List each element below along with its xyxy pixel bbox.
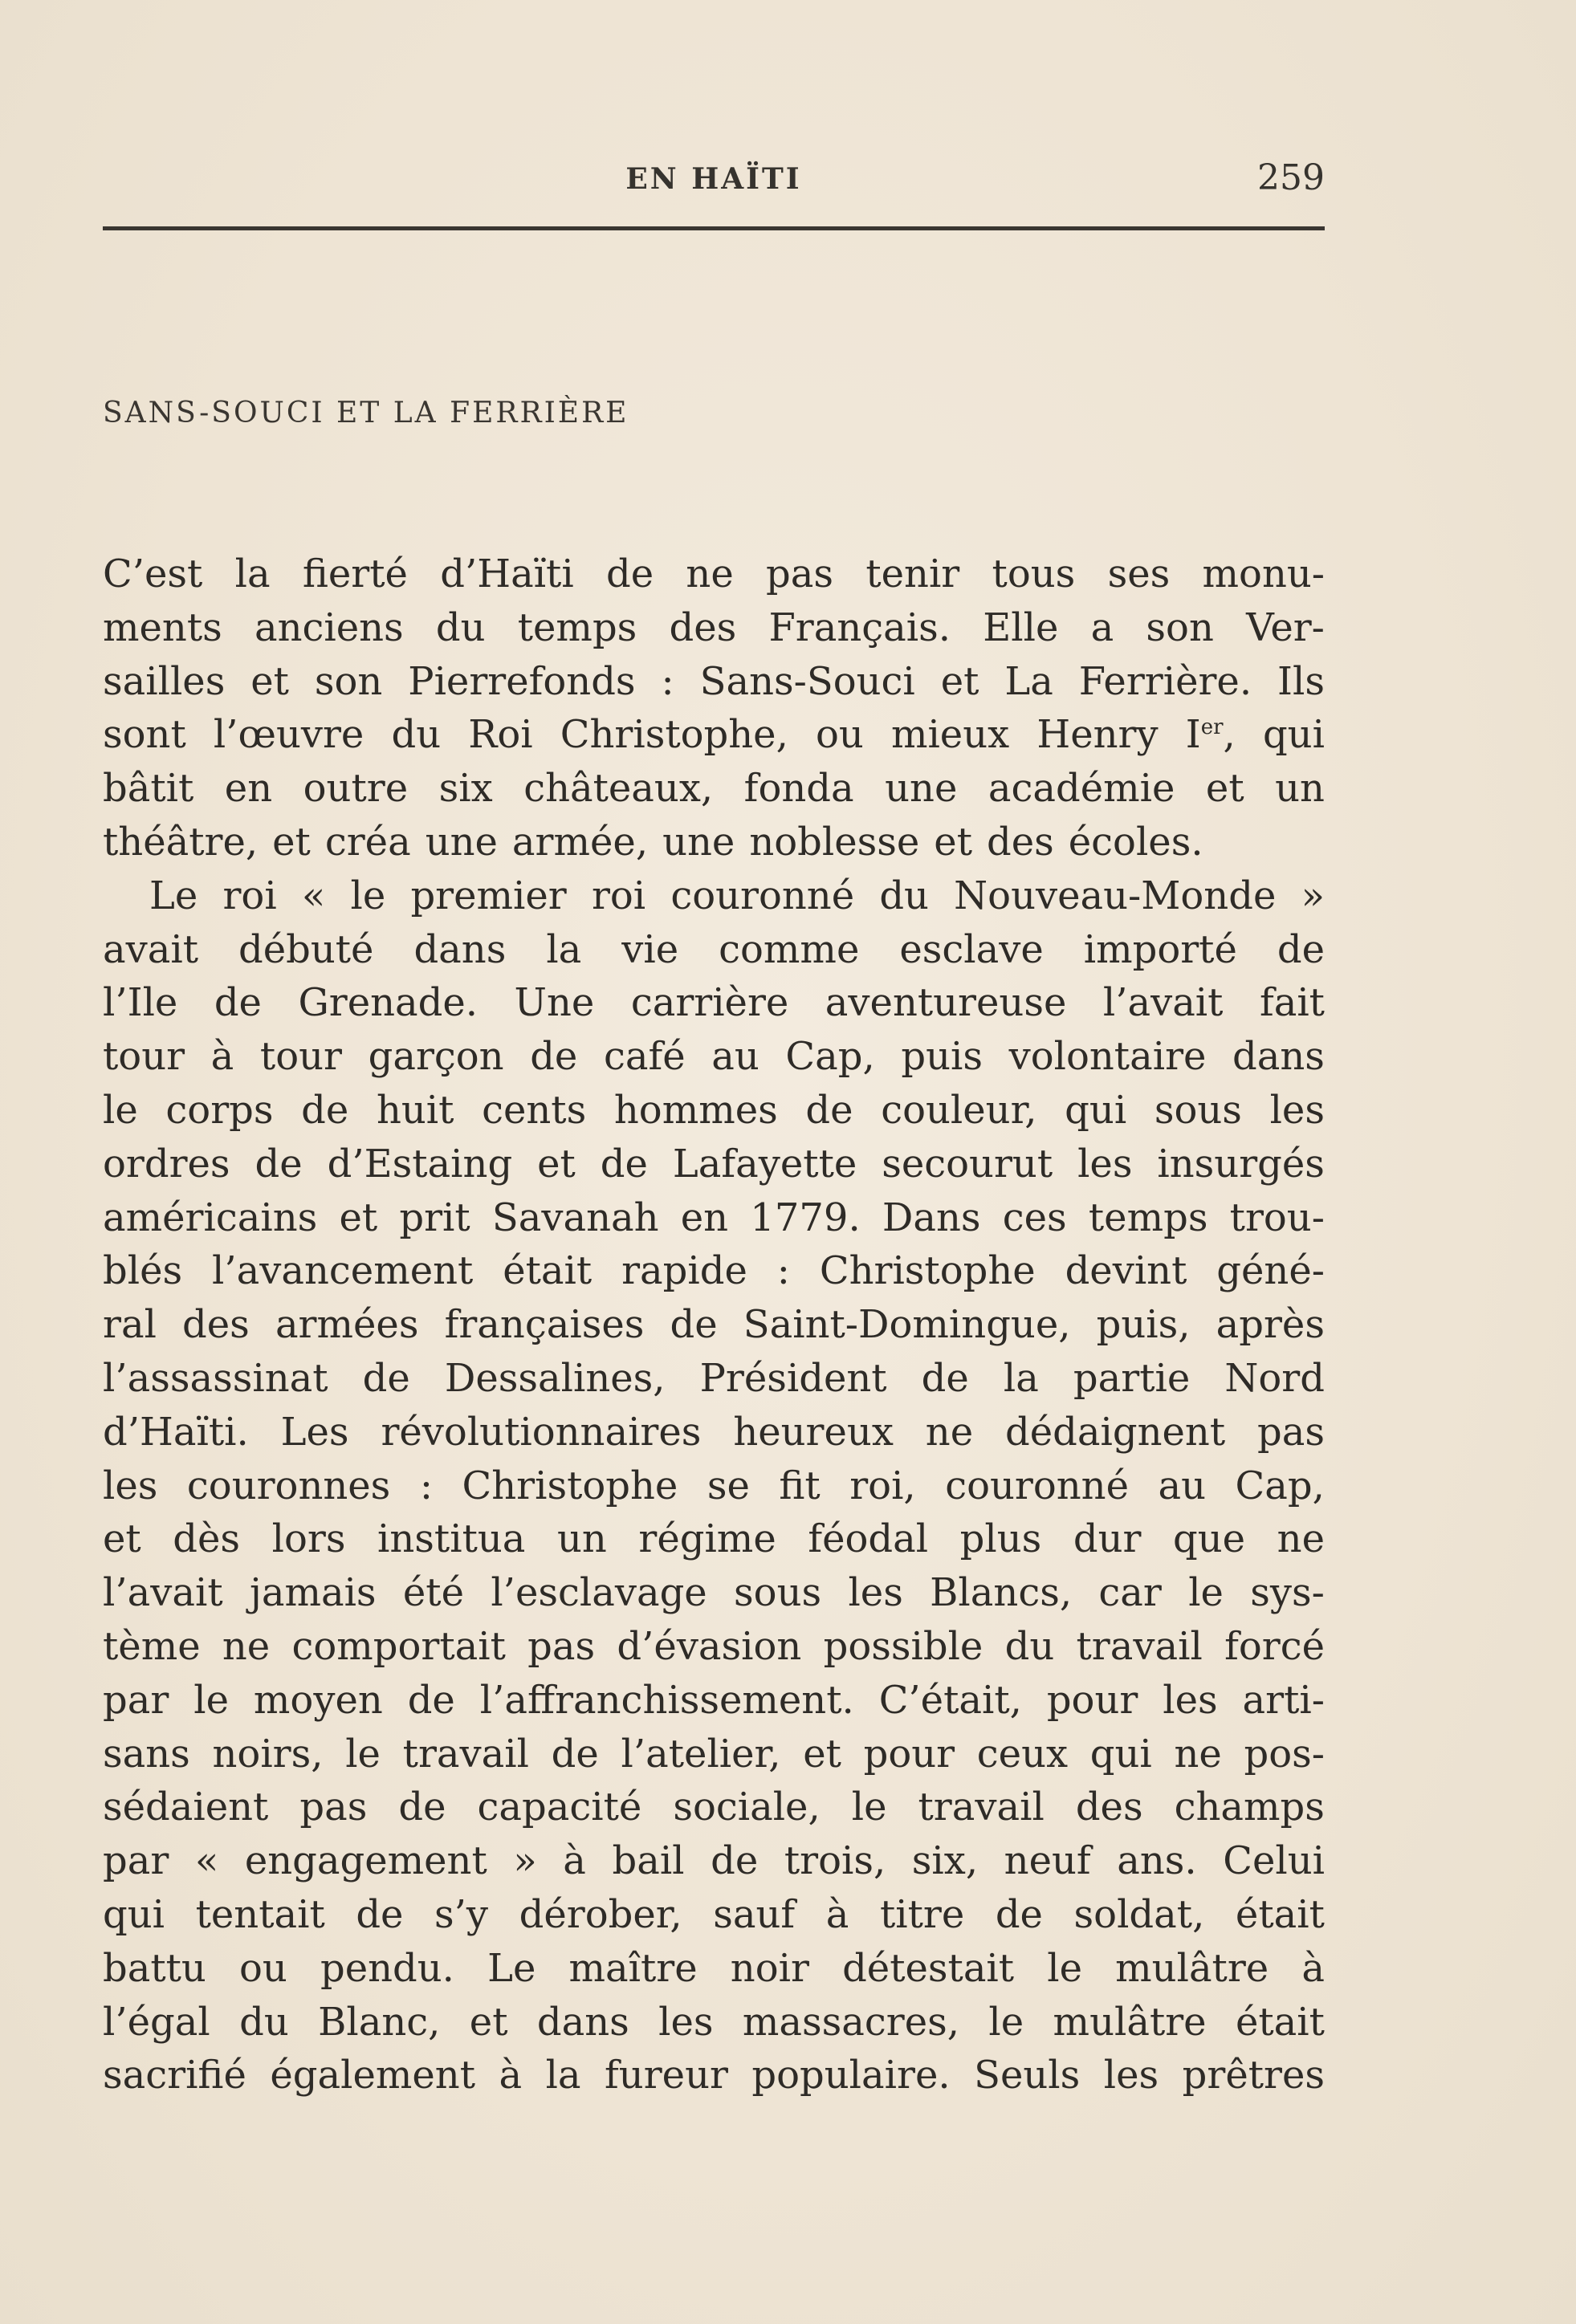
text-line: théâtre, et créa une armée, une noblesse et des écoles. — [103, 819, 1203, 865]
page-number: 259 — [1257, 157, 1325, 198]
section-title: SANS-SOUCI ET LA FERRIÈRE — [103, 397, 629, 429]
text-line: sans noirs, le travail de l’atelier, et pour ceux qui ne pos- — [103, 1731, 1325, 1777]
text-line: tour à tour garçon de café au Cap, puis volontaire dans — [103, 1034, 1325, 1080]
running-title: EN HAÏTI — [625, 162, 802, 196]
text-line: par « engagement » à bail de trois, six, neuf ans. Celui — [103, 1838, 1325, 1884]
text-line: américains et prit Savanah en 1779. Dans ces temps trou- — [103, 1195, 1325, 1240]
text-line: ral des armées françaises de Saint-Domingue, puis, après — [103, 1302, 1325, 1348]
text-line: tème ne comportait pas d’évasion possible du travail forcé — [103, 1623, 1325, 1669]
header-rule — [103, 226, 1325, 230]
text-line: sacrifié également à la fureur populaire. Seuls les prêtres — [103, 2053, 1325, 2098]
text-line: sont l’œuvre du Roi Christophe, ou mieux Henry Ier, qui — [103, 712, 1325, 758]
text-line: avait débuté dans la vie comme esclave importé de — [103, 926, 1325, 972]
text-line: d’Haïti. Les révolutionnaires heureux ne dédaignent pas — [103, 1409, 1325, 1455]
text-line: l’avait jamais été l’esclavage sous les Blancs, car le sys- — [103, 1570, 1325, 1616]
text-line: l’assassinat de Dessalines, Président de la partie Nord — [103, 1355, 1325, 1401]
text-line: le corps de huit cents hommes de couleur, qui sous les — [103, 1087, 1325, 1133]
running-head — [103, 157, 1325, 206]
text-line: l’égal du Blanc, et dans les massacres, le mulâtre était — [103, 1999, 1325, 2045]
text-line: les couronnes : Christophe se fit roi, couronné au Cap, — [103, 1463, 1325, 1508]
text-line: par le moyen de l’affranchissement. C’était, pour les arti- — [103, 1677, 1325, 1723]
body-text — [103, 547, 1325, 2102]
text-line: et dès lors institua un régime féodal plus dur que ne — [103, 1516, 1325, 1562]
text-line: l’Ile de Grenade. Une carrière aventureuse l’avait fait — [103, 980, 1325, 1026]
text-line: bâtit en outre six châteaux, fonda une académie et un — [103, 766, 1325, 812]
text-line: battu ou pendu. Le maître noir détestait le mulâtre à — [103, 1945, 1325, 1991]
text-line: sailles et son Pierrefonds : Sans-Souci et La Ferrière. Ils — [103, 658, 1325, 704]
text-line: qui tentait de s’y dérober, sauf à titre de soldat, était — [103, 1891, 1325, 1937]
text-line: ments anciens du temps des Français. Elle a son Ver- — [103, 604, 1325, 650]
text-line: Le roi « le premier roi couronné du Nouveau-Monde » — [149, 873, 1325, 918]
text-line: sédaient pas de capacité sociale, le travail des champs — [103, 1785, 1325, 1830]
text-line: C’est la fierté d’Haïti de ne pas tenir tous ses monu- — [103, 551, 1325, 596]
text-line: ordres de d’Estaing et de Lafayette secourut les insurgés — [103, 1141, 1325, 1186]
text-line: blés l’avancement était rapide : Christophe devint géné- — [103, 1248, 1325, 1294]
